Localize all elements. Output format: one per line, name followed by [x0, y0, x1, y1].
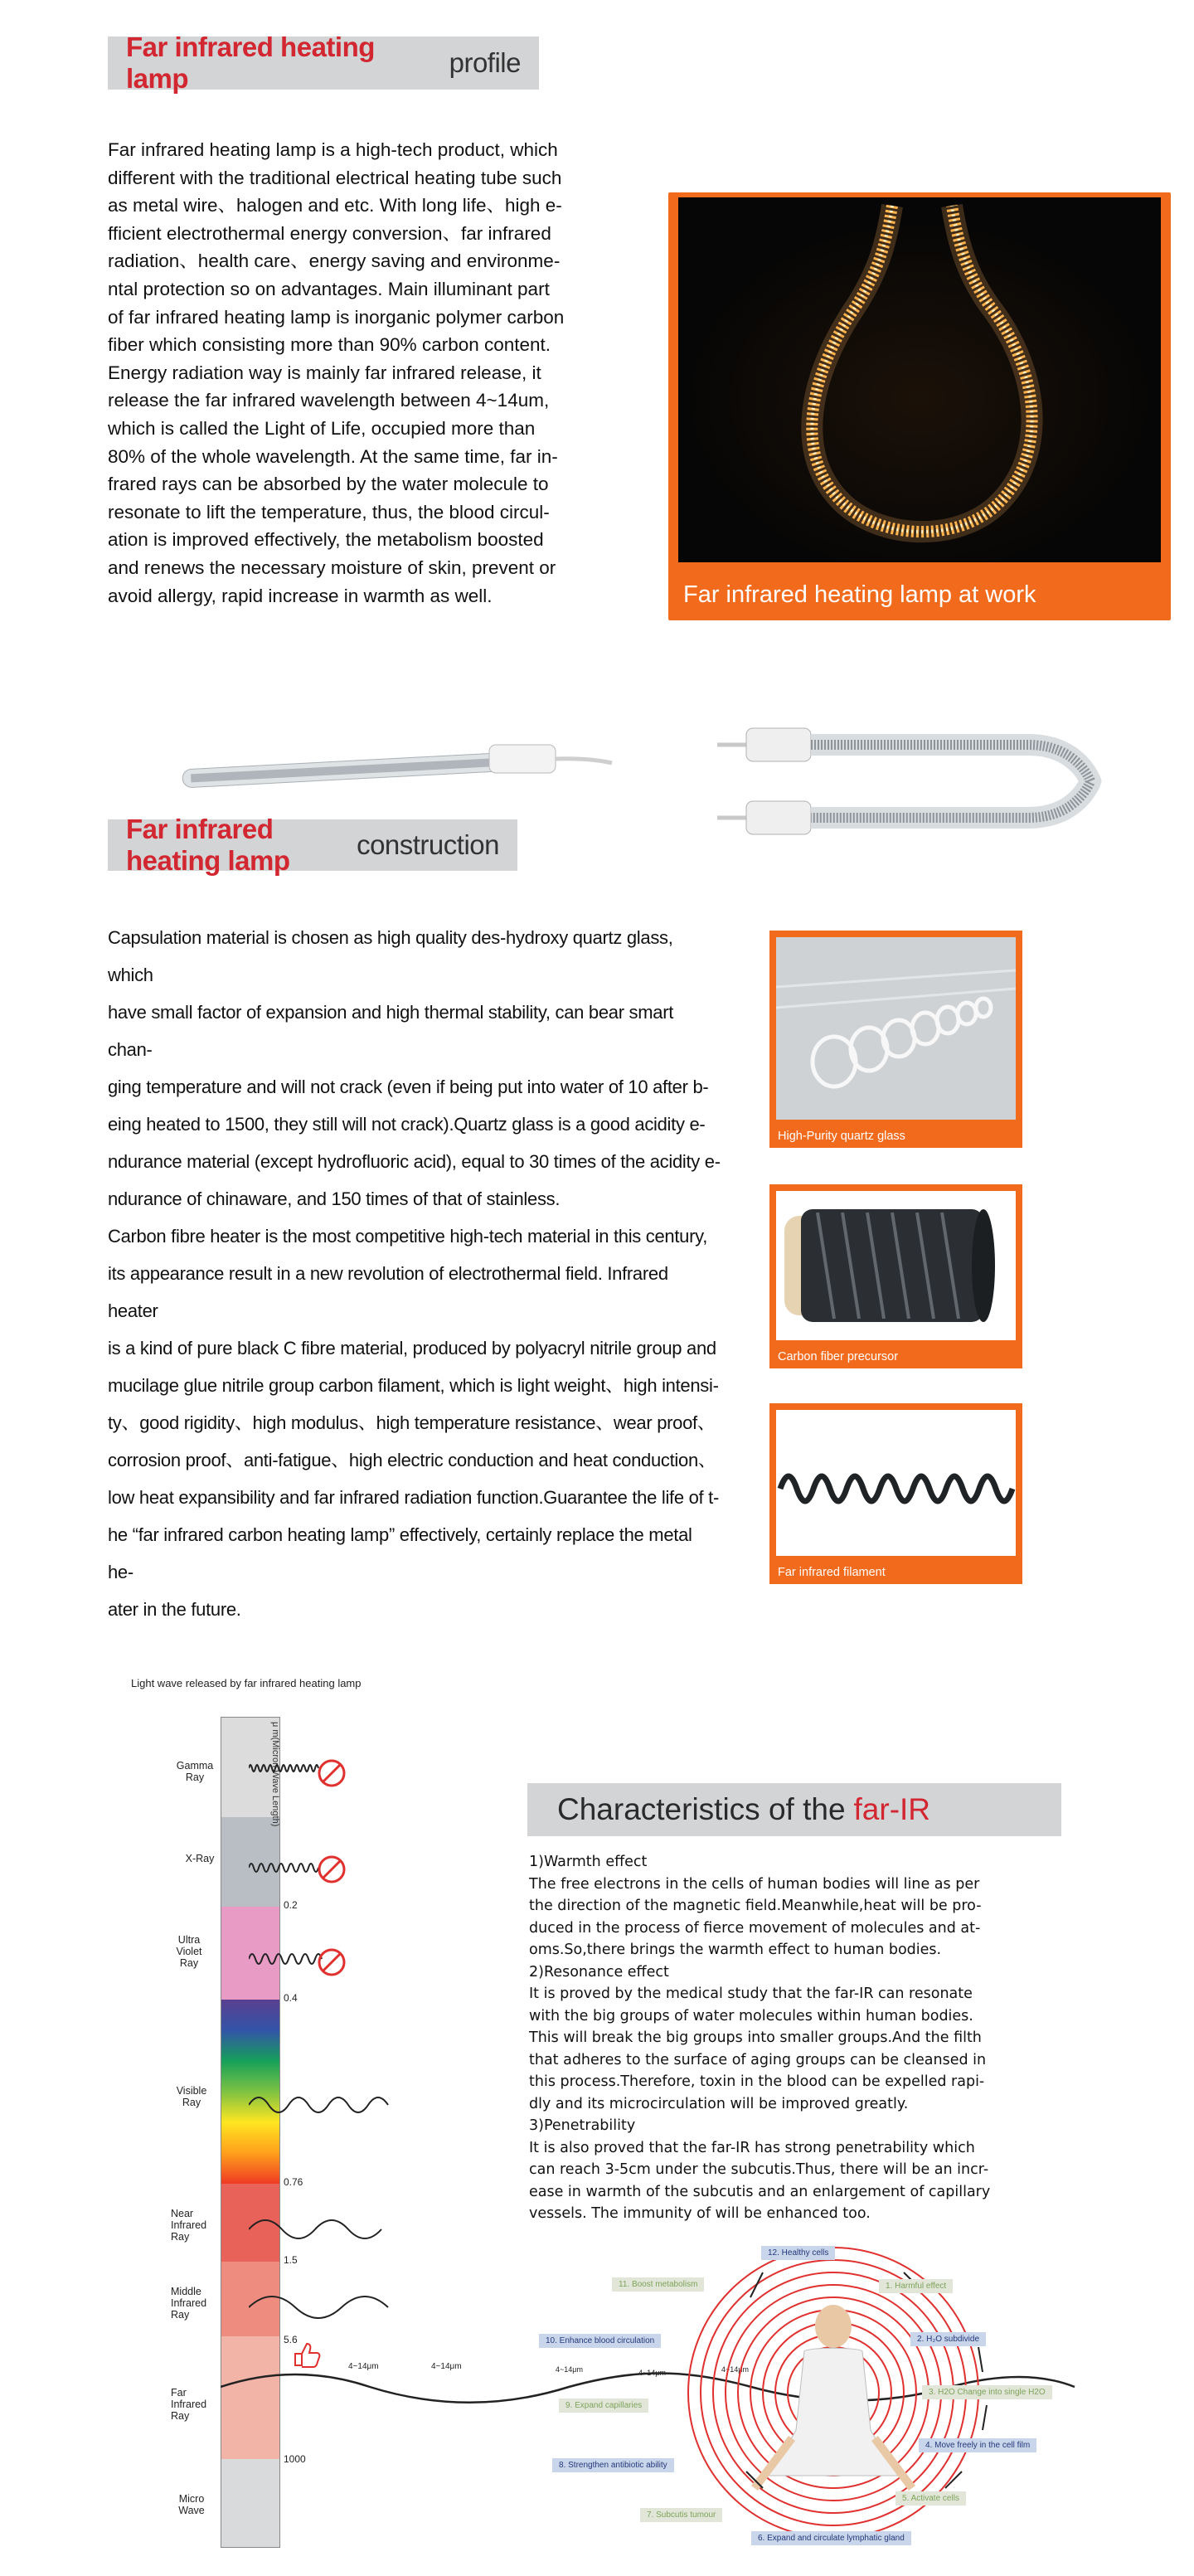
- tick-5-6: 5.6: [284, 2334, 298, 2345]
- construction-title-bar: [108, 814, 517, 876]
- filament-photo: [776, 1410, 1016, 1556]
- construction-text-line: ater in the future.: [108, 1599, 241, 1620]
- wave-label-3: 4~14μm: [556, 2365, 583, 2374]
- profile-text-line: which is called the Light of Life, occupied more than: [108, 417, 536, 439]
- characteristics-text-line: The free electrons in the cells of human bodies will line as per: [529, 1875, 980, 1893]
- profile-text-line: Far infrared heating lamp is a high-tech product, which: [108, 139, 558, 160]
- characteristics-text-line: 1)Warmth effect: [529, 1854, 648, 1870]
- characteristics-text: [529, 1851, 1126, 2225]
- cycle-step-1: 1. Harmful effect: [879, 2279, 953, 2293]
- profile-text-line: resonate to lift the temperature, thus, the blood circul-: [108, 501, 550, 522]
- profile-text-line: different with the traditional electrical heating tube such: [108, 167, 562, 188]
- profile-text-line: Energy radiation way is mainly far infrared release, it: [108, 362, 541, 383]
- tick-1000: 1000: [284, 2453, 306, 2465]
- construction-title-red: Far infrared heating lamp: [126, 814, 290, 876]
- characteristics-text-line: dly and its microcirculation will be improved greatly.: [529, 2095, 909, 2112]
- construction-text-line: he “far infrared carbon heating lamp” effectively, certainly replace the metal he-: [108, 1524, 692, 1582]
- characteristics-title-bar: [527, 1783, 1061, 1836]
- cycle-step-9: 9. Expand capillaries: [559, 2399, 648, 2413]
- spectrum-title: Light wave released by far infrared heating lamp: [131, 1677, 362, 1689]
- characteristics-text-line: with the big groups of water molecules within human bodies.: [529, 2007, 973, 2024]
- profile-text-line: frared rays can be absorbed by the water molecule to: [108, 474, 549, 495]
- construction-paragraph: [108, 919, 721, 1628]
- construction-text-line: ty、good rigidity、high modulus、high temperature resistance、wear proof、: [108, 1412, 716, 1433]
- carbon-spool-image: [776, 1191, 1016, 1340]
- quartz-glass-photo: [776, 937, 1016, 1120]
- characteristics-text-line: the direction of the magnetic field.Meanwhile,heat will be pro-: [529, 1898, 982, 1914]
- profile-text-line: as metal wire、halogen and etc. With long life、high e-: [108, 195, 562, 216]
- characteristics-text-line: 3)Penetrability: [529, 2117, 636, 2134]
- construction-title-plain: construction: [357, 829, 499, 860]
- carbon-fiber-card: [769, 1184, 1022, 1368]
- band-label-far-ir: Far Infrared Ray: [171, 2387, 207, 2422]
- meditating-figure: [755, 2305, 912, 2488]
- carbon-fiber-caption: Carbon fiber precursor: [778, 1350, 899, 1363]
- profile-text-line: radiation、health care、energy saving and environme-: [108, 250, 561, 272]
- characteristics-text-line: oms.So,there brings the warmth effect to human bodies.: [529, 1942, 942, 1958]
- straight-lamp-image: [174, 738, 622, 804]
- profile-text-line: ntal protection so on advantages. Main illuminant part: [108, 278, 550, 299]
- band-label-gamma: Gamma Ray: [176, 1760, 214, 1783]
- characteristics-text-line: It is proved by the medical study that the far-IR can resonate: [529, 1985, 973, 2002]
- quartz-glass-card: [769, 931, 1022, 1148]
- cycle-step-8: 8. Strengthen antibiotic ability: [552, 2458, 674, 2472]
- no-sign-icon: [315, 1853, 348, 1886]
- cycle-step-4: 4. Move freely in the cell film: [919, 2438, 1036, 2452]
- cycle-step-7: 7. Subcutis tumour: [640, 2508, 722, 2522]
- construction-text-line: ging temperature and will not crack (even if being put into water of 10 after b-: [108, 1077, 709, 1097]
- profile-text-line: of far infrared heating lamp is inorganic polymer carbon: [108, 306, 565, 328]
- characteristics-text-line: This will break the big groups into smaller groups.And the filth: [529, 2029, 982, 2046]
- characteristics-title-plain: Characteristics of the: [557, 1792, 846, 1826]
- tick-0-76: 0.76: [284, 2176, 303, 2188]
- characteristics-text-line: 2)Resonance effect: [529, 1963, 669, 1981]
- profile-paragraph: [108, 136, 638, 610]
- construction-text-line: low heat expansibility and far infrared radiation function.Guarantee the life of t-: [108, 1487, 719, 1508]
- profile-text-line: release the far infrared wavelength between 4~14um,: [108, 390, 550, 411]
- profile-text-line: fiber which consisting more than 90% carbon content.: [108, 334, 551, 356]
- profile-text-line: ation is improved effectively, the metabolism boosted: [108, 529, 544, 551]
- cycle-step-5: 5. Activate cells: [896, 2491, 966, 2506]
- band-label-middle-ir: Middle Infrared Ray: [171, 2286, 207, 2321]
- cycle-step-6: 6. Expand and circulate lymphatic gland: [751, 2531, 911, 2545]
- band-label-near-ir: Near Infrared Ray: [171, 2208, 207, 2243]
- lamp-at-work-photo: [678, 197, 1161, 562]
- tick-0-2: 0.2: [284, 1899, 298, 1911]
- characteristics-text-line: that adheres to the surface of aging groups can be cleansed in: [529, 2051, 987, 2068]
- carbon-fiber-photo: [776, 1191, 1016, 1340]
- construction-text-line: is a kind of pure black C fibre material, produced by polyacryl nitrile group and: [108, 1338, 716, 1358]
- axis-label: μ m(Micron Wave Length): [270, 1722, 280, 1827]
- characteristics-title-red: far-IR: [853, 1792, 931, 1826]
- wave-label-5: 4~14μm: [721, 2365, 749, 2374]
- characteristics-text-line: this process.Therefore, toxin in the blood can be expelled rapi-: [529, 2073, 985, 2090]
- construction-text-line: ndurance material (except hydrofluoric acid), equal to 30 times of the acidity e-: [108, 1151, 721, 1172]
- characteristics-text-line: ease in warmth of the subcutis and an enlargement of capillary: [529, 2183, 991, 2200]
- band-label-microwave: Micro Wave: [178, 2493, 205, 2516]
- profile-text-line: avoid allergy, rapid increase in warmth as well.: [108, 585, 493, 606]
- characteristics-text-line: can reach 3-5cm under the subcutis.Thus, there will be an incr-: [529, 2161, 989, 2178]
- construction-text-line: corrosion proof、anti-fatigue、high electric conduction and heat conduction、: [108, 1450, 716, 1470]
- filament-card: [769, 1403, 1022, 1584]
- lamp-at-work-card: [668, 192, 1171, 620]
- profile-text-line: fficient electrothermal energy conversion、far infrared: [108, 222, 551, 244]
- band-label-uv: Ultra Violet Ray: [176, 1934, 202, 1969]
- construction-text-line: its appearance result in a new revolution of electrothermal field. Infrared heater: [108, 1263, 668, 1321]
- cycle-step-2: 2. H₂O subdivide: [910, 2332, 986, 2346]
- no-sign-icon: [315, 1946, 348, 1979]
- wave-label-2: 4~14μm: [431, 2362, 462, 2371]
- construction-text-line: Carbon fibre heater is the most competitive high-tech material in this century,: [108, 1226, 708, 1247]
- thumbs-up-icon: [290, 2337, 323, 2370]
- band-label-xray: X-Ray: [185, 1853, 215, 1864]
- filament-coil-image: [776, 1410, 1016, 1556]
- wave-label-1: 4~14μm: [348, 2362, 379, 2371]
- tick-0-4: 0.4: [284, 1992, 298, 2004]
- lamp-at-work-caption: Far infrared heating lamp at work: [683, 581, 1036, 608]
- quartz-glass-caption: High-Purity quartz glass: [778, 1130, 905, 1143]
- filament-caption: Far infrared filament: [778, 1566, 886, 1579]
- coil-lamp-image: [678, 197, 1161, 562]
- profile-text-line: and renews the necessary moisture of skin, prevent or: [108, 557, 556, 578]
- profile-title-red: Far infrared heating lamp: [126, 32, 375, 94]
- cycle-step-10: 10. Enhance blood circulation: [539, 2334, 661, 2348]
- cycle-step-3: 3. H2O Change into single H2O: [922, 2385, 1052, 2399]
- tick-1-5: 1.5: [284, 2254, 298, 2266]
- construction-text-line: ndurance of chinaware, and 150 times of that of stainless.: [108, 1188, 561, 1209]
- quartz-tubes-image: [776, 937, 1016, 1120]
- construction-text-line: Capsulation material is chosen as high quality des-hydroxy quartz glass, which: [108, 927, 673, 985]
- cycle-step-11: 11. Boost metabolism: [612, 2277, 704, 2292]
- construction-text-line: mucilage glue nitrile group carbon filament, which is light weight、high intensi-: [108, 1375, 719, 1396]
- characteristics-text-line: duced in the process of fierce movement of molecules and at-: [529, 1919, 981, 1937]
- no-sign-icon: [315, 1757, 348, 1790]
- construction-text-line: have small factor of expansion and high thermal stability, can bear smart chan-: [108, 1002, 674, 1060]
- profile-title-bar: [108, 32, 539, 94]
- profile-title-plain: profile: [449, 47, 521, 78]
- band-label-visible: Visible Ray: [176, 2085, 207, 2108]
- cycle-step-12: 12. Healthy cells: [761, 2246, 835, 2260]
- characteristics-text-line: It is also proved that the far-IR has strong penetrability which: [529, 2139, 975, 2156]
- construction-text-line: eing heated to 1500, they still will not crack).Quartz glass is a good acidity e-: [108, 1114, 706, 1135]
- profile-text-line: 80% of the whole wavelength. At the same time, far in-: [108, 445, 558, 467]
- characteristics-text-line: vessels. The immunity of will be enhanced too.: [529, 2205, 871, 2222]
- wave-label-4: 4~14μm: [638, 2369, 666, 2377]
- u-shaped-lamp-image: [713, 720, 1111, 861]
